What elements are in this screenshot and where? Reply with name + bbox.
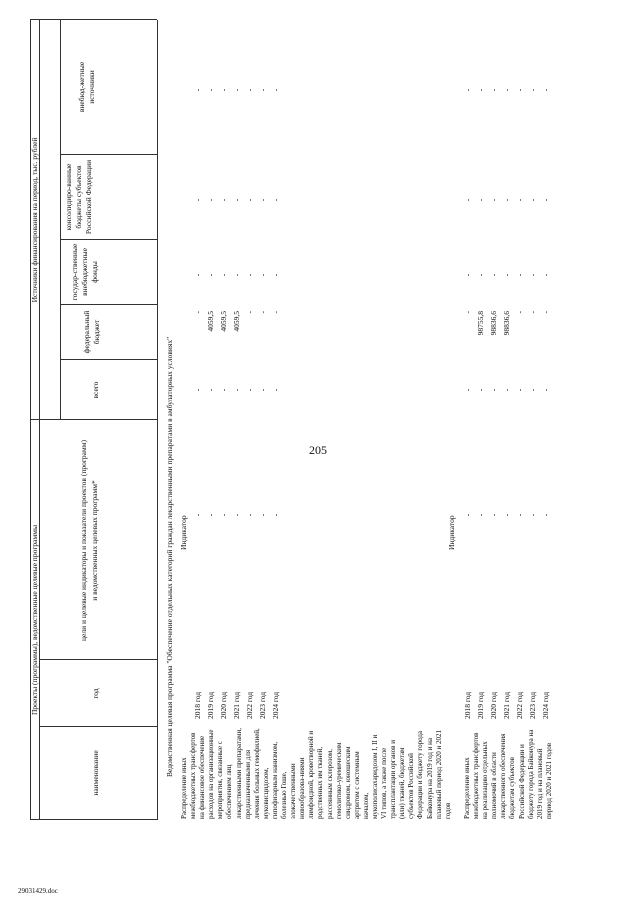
col-rule: [30, 19, 157, 20]
col-extra-header: внебюд-жетные источники: [77, 61, 96, 113]
col-regional-header: консолидиро-ванные бюджеты субъектов Российской Федерации: [64, 159, 93, 235]
row-2-indicator: Индикатор: [447, 515, 456, 550]
section-title: Ведомственная целевая программа "Обеспечение отдельных категорий граждан лекарственными препаратами в амбулаторных условиях": [165, 336, 174, 777]
extra-cell: -: [219, 88, 228, 92]
total-cell: -: [245, 388, 254, 392]
goal-cell: -: [528, 513, 537, 517]
year-cell: 2018 год: [463, 691, 472, 719]
extra-cell: -: [502, 88, 511, 92]
goal-cell: -: [541, 513, 550, 517]
federal-cell: 98836,6: [489, 311, 498, 336]
year-cell: 2020 год: [219, 691, 228, 719]
year-cell: 2022 год: [245, 691, 254, 719]
goal-cell: -: [502, 513, 511, 517]
federal-cell: -: [515, 311, 524, 314]
regional-cell: -: [502, 198, 511, 202]
total-cell: -: [476, 388, 485, 392]
total-cell: -: [258, 388, 267, 392]
year-cell: 2024 год: [271, 691, 280, 719]
goal-cell: -: [245, 513, 254, 517]
extra-cell: -: [541, 88, 550, 92]
federal-cell: -: [245, 311, 254, 314]
federal-cell: 98755,8: [476, 311, 485, 336]
goal-cell: -: [193, 513, 202, 517]
regional-cell: -: [528, 198, 537, 202]
total-cell: -: [515, 388, 524, 392]
page-number: 205: [309, 443, 327, 457]
col-rule: [39, 659, 157, 660]
col-rule: [30, 819, 157, 820]
state-funds-cell: -: [489, 273, 498, 277]
state-funds-cell: -: [219, 273, 228, 277]
state-funds-cell: -: [502, 273, 511, 277]
federal-cell: 98836,6: [502, 311, 511, 336]
year-cell: 2019 год: [206, 691, 215, 719]
regional-cell: -: [463, 198, 472, 202]
extra-cell: -: [232, 88, 241, 92]
year-cell: 2024 год: [541, 691, 550, 719]
goal-cell: -: [232, 513, 241, 517]
federal-cell: -: [258, 311, 267, 314]
federal-cell: 4059,5: [232, 311, 241, 332]
year-cell: 2019 год: [476, 691, 485, 719]
extra-cell: -: [528, 88, 537, 92]
col-goals-header: цели и целевые индикаторы и показатели проектов (программ) и ведомственных целевых программ*: [79, 440, 99, 642]
col-total-header: всего: [91, 381, 100, 399]
state-funds-cell: -: [515, 273, 524, 277]
extra-cell: -: [463, 88, 472, 92]
total-cell: -: [193, 388, 202, 392]
total-cell: -: [541, 388, 550, 392]
federal-cell: 4059,5: [206, 311, 215, 332]
extra-cell: -: [489, 88, 498, 92]
col-rule: [60, 154, 157, 155]
total-cell: -: [219, 388, 228, 392]
extra-cell: -: [245, 88, 254, 92]
state-funds-cell: -: [232, 273, 241, 277]
extra-cell: -: [193, 88, 202, 92]
goal-cell: -: [271, 513, 280, 517]
col-rule: [60, 304, 157, 305]
year-cell: 2021 год: [232, 691, 241, 719]
federal-cell: 4059,5: [219, 311, 228, 332]
federal-cell: -: [528, 311, 537, 314]
funding-sources-header: Источники финансирования на период, тыс. рублей: [30, 137, 39, 303]
col-year-header: год: [91, 688, 100, 699]
row-2-name: Распределение иных межбюджетных трансфертов на реализацию отдельных полномочий в области лекарственного обеспечения бюджетам субъектов Российской Федерации и бюджету города Байконура на 2019 год и на плановый период 2020 и 2021 годов: [463, 729, 553, 819]
state-funds-cell: -: [206, 273, 215, 277]
regional-cell: -: [515, 198, 524, 202]
regional-cell: -: [271, 198, 280, 202]
year-cell: 2023 год: [528, 691, 537, 719]
year-cell: 2020 год: [489, 691, 498, 719]
federal-cell: -: [271, 311, 280, 314]
col-name-header: наименование: [91, 750, 100, 796]
col-rule: [39, 726, 157, 727]
state-funds-cell: -: [245, 273, 254, 277]
col-federal-header: федеральный бюджет: [82, 310, 101, 354]
year-cell: 2021 год: [502, 691, 511, 719]
extra-cell: -: [206, 88, 215, 92]
total-cell: -: [232, 388, 241, 392]
state-funds-cell: -: [193, 273, 202, 277]
state-funds-cell: -: [258, 273, 267, 277]
regional-cell: -: [476, 198, 485, 202]
goal-cell: -: [206, 513, 215, 517]
extra-cell: -: [271, 88, 280, 92]
total-cell: -: [206, 388, 215, 392]
regional-cell: -: [541, 198, 550, 202]
goal-cell: -: [258, 513, 267, 517]
extra-cell: -: [515, 88, 524, 92]
total-cell: -: [271, 388, 280, 392]
col-rule: [60, 239, 157, 240]
goal-cell: -: [476, 513, 485, 517]
goal-cell: -: [515, 513, 524, 517]
extra-cell: -: [476, 88, 485, 92]
state-funds-cell: -: [541, 273, 550, 277]
funding-sub-rule: [60, 20, 61, 420]
header-bottom-rule: [157, 20, 158, 820]
goal-cell: -: [489, 513, 498, 517]
regional-cell: -: [258, 198, 267, 202]
col-state-funds-header: государ-ственные внебюджетные фонды: [70, 243, 99, 301]
regional-cell: -: [245, 198, 254, 202]
document-reference: 29031429.doc: [18, 887, 58, 895]
total-cell: -: [489, 388, 498, 392]
col-rule: [30, 419, 157, 420]
total-cell: -: [528, 388, 537, 392]
regional-cell: -: [206, 198, 215, 202]
state-funds-cell: -: [528, 273, 537, 277]
row-1-name: Распределение иных межбюджетных трансфертов на финансовое обеспечение расходов на организационные мероприятия, связанные с обеспечением лиц лекарственными препаратами, предназначенными для лечения больных гемофилией, муковисцидозом, гипофизарным нанизмом, болезнью Гоше, злокачественными новообразова-ниями лимфоидной, кроветворной и родственных им тканей, рассеянным склерозом, гемолитико-уремическим синдромом, юношеским артритом с системным началом, мукополисахаридозом I, II и VI типов, а также после трансплантации органов и (или) тканей, бюджетам субъектов Российской Федерации и бюджету города Байконура на 2019 год и на плановый период 2020 и 2021 годов: [180, 728, 452, 819]
projects-header: Проекты (программы), ведомственные целевые программы: [30, 524, 39, 716]
total-cell: -: [502, 388, 511, 392]
federal-cell: -: [463, 311, 472, 314]
year-cell: 2023 год: [258, 691, 267, 719]
state-funds-cell: -: [271, 273, 280, 277]
federal-cell: -: [193, 311, 202, 314]
year-cell: 2022 год: [515, 691, 524, 719]
goal-cell: -: [463, 513, 472, 517]
regional-cell: -: [219, 198, 228, 202]
state-funds-cell: -: [463, 273, 472, 277]
federal-cell: -: [541, 311, 550, 314]
regional-cell: -: [489, 198, 498, 202]
header-sub-rule: [39, 20, 40, 820]
state-funds-cell: -: [476, 273, 485, 277]
goal-cell: -: [219, 513, 228, 517]
regional-cell: -: [232, 198, 241, 202]
row-1-indicator: Индикатор: [179, 515, 188, 550]
extra-cell: -: [258, 88, 267, 92]
col-rule: [60, 359, 157, 360]
year-cell: 2018 год: [193, 691, 202, 719]
regional-cell: -: [193, 198, 202, 202]
total-cell: -: [463, 388, 472, 392]
